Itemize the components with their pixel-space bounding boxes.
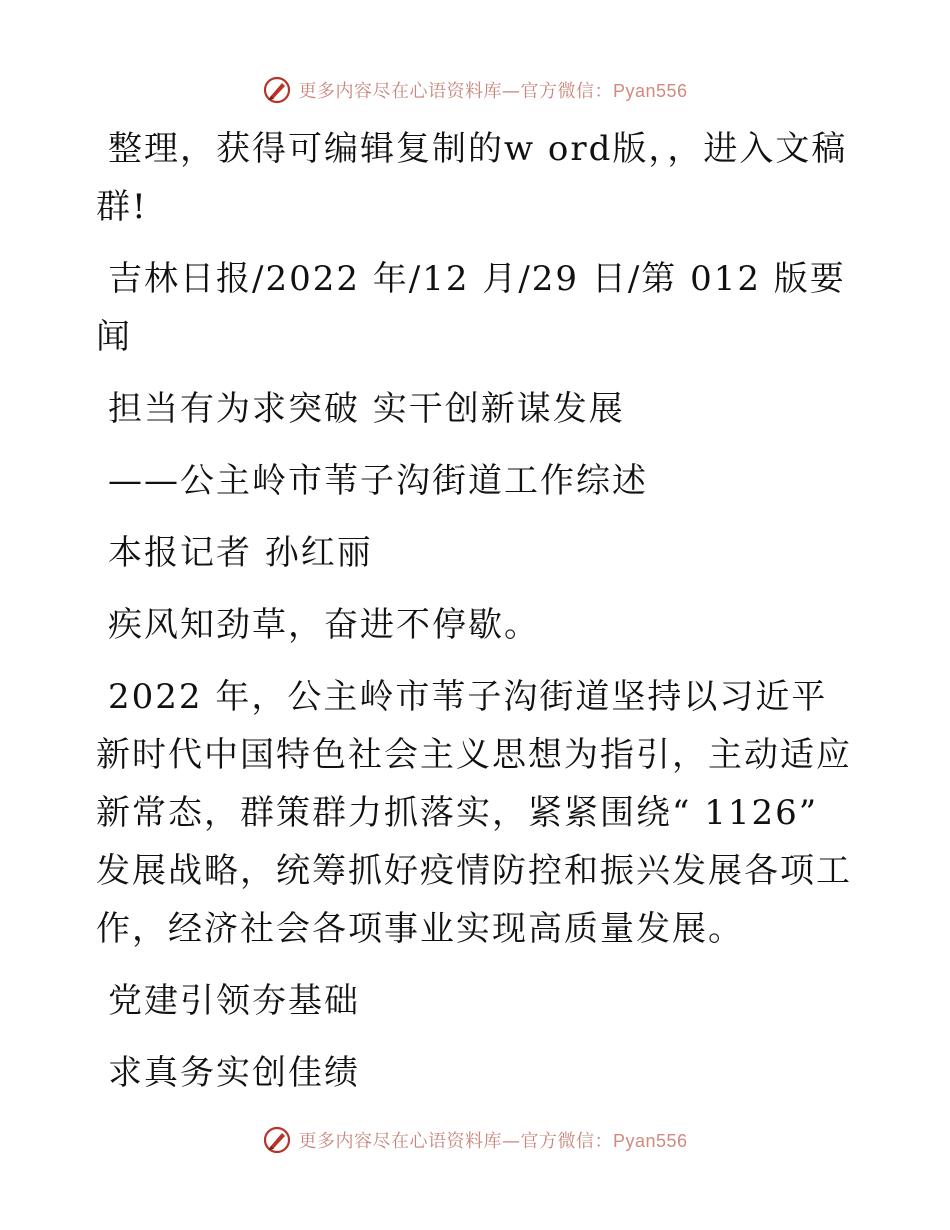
watermark-text: 更多内容尽在心语资料库—官方微信：Pyan556 bbox=[298, 81, 688, 102]
section-subheading: 求真务实创佳绩 bbox=[108, 1053, 360, 1093]
source-line: 吉林日报/2022 年/12 月/29 日/第 012 版要闻 bbox=[96, 259, 846, 357]
section-heading: 党建引领夯基础 bbox=[108, 981, 360, 1021]
article-title: 担当有为求突破 实干创新谋发展 bbox=[108, 389, 625, 429]
pen-logo-icon bbox=[262, 1125, 292, 1155]
document-body bbox=[96, 120, 856, 1102]
watermark-text: 更多内容尽在心语资料库—官方微信：Pyan556 bbox=[298, 1131, 688, 1152]
byline: 本报记者 孙红丽 bbox=[108, 533, 373, 573]
body-paragraph: 2022 年，公主岭市苇子沟街道坚持以习近平新时代中国特色社会主义思想为指引，主动适应新常态，群策群力抓落实，紧紧围绕“ 1126” 发展战略，统筹抓好疫情防控和振兴发展各项工作，经济社会各项事业实现高质量发展。 bbox=[96, 677, 852, 949]
pen-logo-icon bbox=[262, 75, 292, 105]
lead-sentence: 疾风知劲草，奋进不停歇。 bbox=[108, 605, 540, 645]
intro-paragraph: 整理，获得可编辑复制的w ord版，，进入文稿群! bbox=[96, 129, 848, 227]
article-subtitle: ——公主岭市苇子沟街道工作综述 bbox=[108, 461, 648, 501]
header-watermark bbox=[0, 70, 950, 110]
footer-watermark bbox=[0, 1120, 950, 1160]
